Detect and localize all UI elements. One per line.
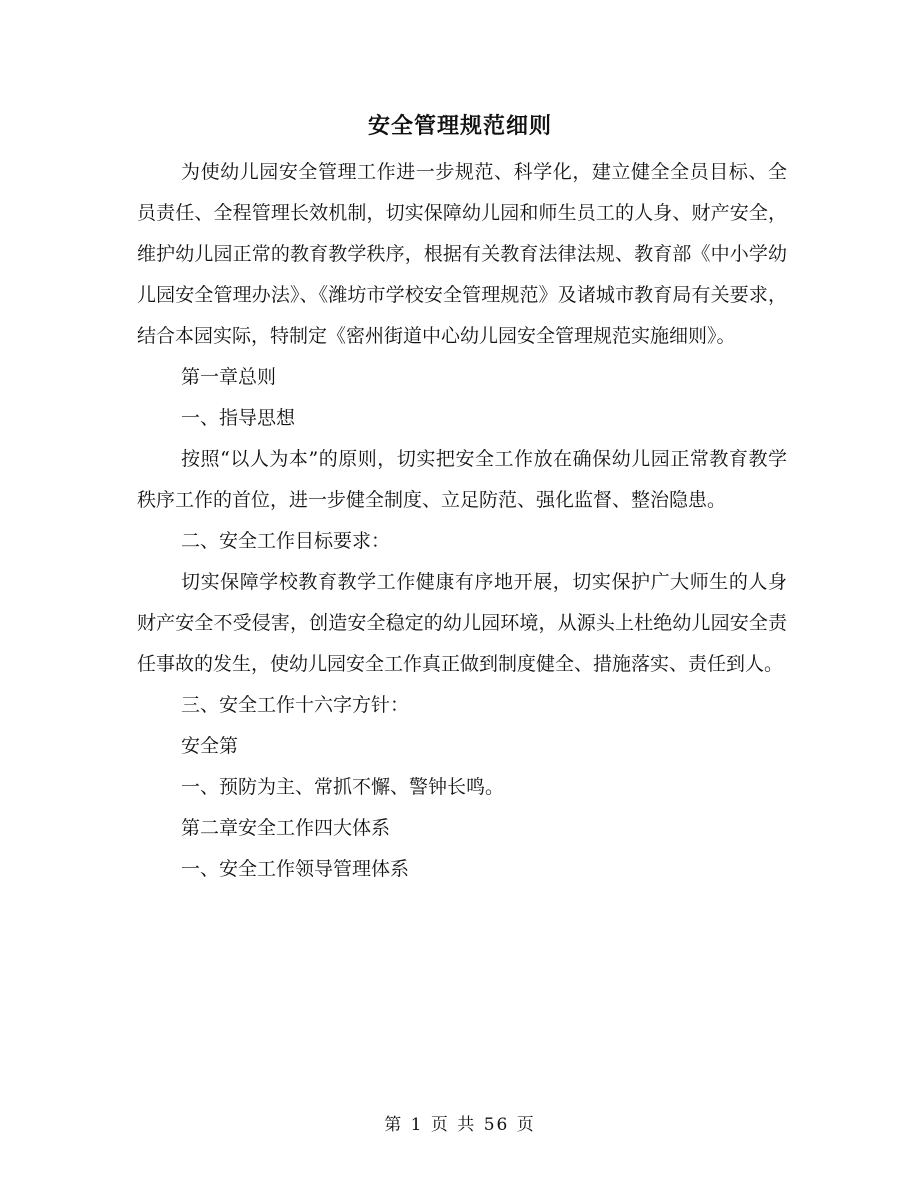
chapter-heading-1: 第一章总则 bbox=[181, 366, 277, 388]
section-heading-goals: 二、安全工作目标要求： bbox=[181, 530, 391, 552]
chapter-heading-2: 第二章安全工作四大体系 bbox=[181, 817, 391, 839]
paragraph-intro: 为使幼儿园安全管理工作进一步规范、科学化，建立健全全员目标、全员责任、全程管理长效机制，切实保障幼儿园和师生员工的人身、财产安全，维护幼儿园正常的教育教学秩序，根据有关教育法律法规、教育部《中小学幼儿园安全管理办法》、《潍坊市学校安全管理规范》及诸城市教育局有关要求，结合本园实际，特制定《密州街道中心幼儿园安全管理规范实施细则》。 bbox=[137, 161, 787, 347]
page-number: 第 1 页 共 56 页 bbox=[384, 1115, 536, 1135]
document-body bbox=[137, 152, 787, 890]
paragraph-goals: 切实保障学校教育教学工作健康有序地开展，切实保护广大师生的人身财产安全不受侵害，创造安全稳定的幼儿园环境，从源头上杜绝幼儿园安全责任事故的发生，使幼儿园安全工作真正做到制度健全、措施落实、责任到人。 bbox=[137, 571, 787, 675]
section-heading-leadership-system: 一、安全工作领导管理体系 bbox=[181, 858, 410, 880]
paragraph-guiding-ideology: 按照“以人为本”的原则，切实把安全工作放在确保幼儿园正常教育教学秩序工作的首位，进一步健全制度、立足防范、强化监督、整治隐患。 bbox=[137, 448, 787, 511]
section-heading-guiding-ideology: 一、指导思想 bbox=[181, 407, 296, 429]
paragraph-policy-part-1: 安全第 bbox=[181, 735, 239, 757]
document-title: 安全管理规范细则 bbox=[367, 113, 552, 139]
paragraph-policy-part-2: 一、预防为主、常抓不懈、警钟长鸣。 bbox=[181, 776, 505, 798]
section-heading-policy: 三、安全工作十六字方针： bbox=[181, 694, 410, 716]
